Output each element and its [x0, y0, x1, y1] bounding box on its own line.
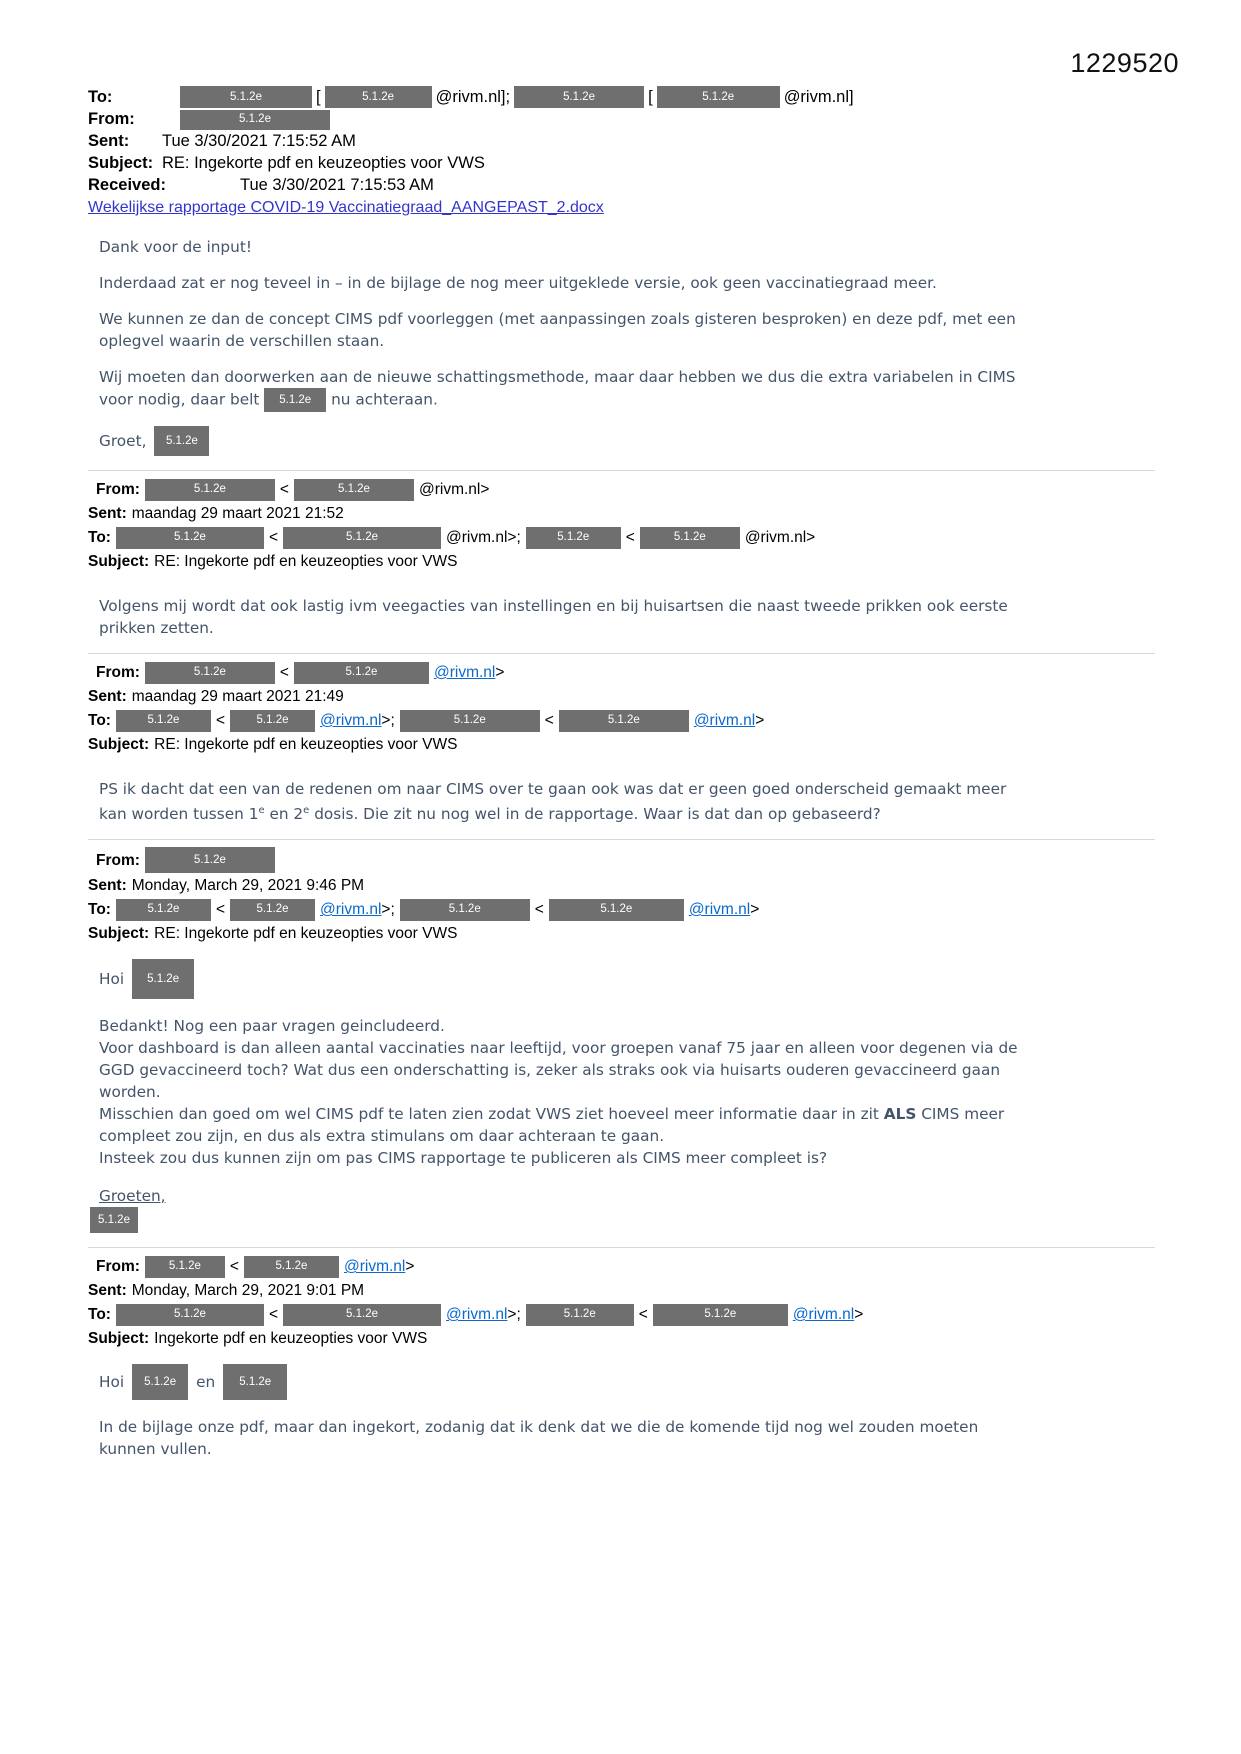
quoted-header-3 — [88, 847, 1163, 945]
redaction-box: 5.1.2e — [325, 86, 432, 108]
email-header — [88, 86, 1163, 218]
angle-bracket: < — [215, 901, 226, 919]
angle-bracket: < — [625, 529, 635, 546]
subject-value: RE: Ingekorte pdf en keuzeopties voor VWS — [154, 925, 458, 943]
greeting-row — [99, 959, 1024, 999]
redaction-box: 5.1.2e — [526, 1304, 634, 1326]
quoted-from-row — [96, 847, 1163, 873]
sent-label: Sent: — [88, 877, 127, 895]
angle-bracket: < — [268, 529, 279, 546]
subject-value: RE: Ingekorte pdf en keuzeopties voor VWS — [162, 154, 485, 172]
quoted-subject-row — [88, 733, 1163, 756]
paragraph: In de bijlage onze pdf, maar dan ingekort, zodanig dat ik denk dat we die de komende tijd nog wel zouden moeten kunnen vullen. — [99, 1418, 979, 1459]
quoted-body-2 — [99, 778, 1024, 825]
angle-bracket: >; — [381, 712, 395, 729]
quoted-header-1 — [88, 478, 1163, 573]
text-run: en 2 — [264, 805, 304, 824]
redaction-box: 5.1.2e — [653, 1304, 788, 1326]
header-from-row — [88, 109, 1163, 130]
paragraph: Volgens mij wordt dat ook lastig ivm veegacties van instellingen en bij huisartsen die naast tweede prikken ook eerste prikken zetten. — [99, 597, 1008, 637]
message-body-top — [99, 236, 1024, 456]
quoted-subject-row — [88, 550, 1163, 573]
rivm-link[interactable]: @rivm.nl — [792, 1306, 855, 1324]
redaction-box: 5.1.2e — [230, 710, 315, 732]
redaction-box: 5.1.2e — [400, 899, 530, 921]
angle-bracket: > — [495, 664, 505, 681]
rivm-link[interactable]: @rivm.nl — [446, 1306, 508, 1324]
angle-bracket: < — [279, 481, 289, 498]
redaction-box: 5.1.2e — [180, 86, 312, 108]
domain-text: @rivm.nl>; — [446, 529, 521, 546]
quoted-body-1 — [99, 595, 1024, 639]
redaction-box: 5.1.2e — [294, 479, 414, 501]
email-domain-link — [320, 709, 395, 732]
redaction-box: 5.1.2e — [514, 86, 644, 108]
angle-bracket: < — [544, 712, 554, 729]
subject-value: RE: Ingekorte pdf en keuzeopties voor VWS — [154, 736, 458, 753]
paragraph — [99, 1103, 1024, 1147]
text-run: dosis. Die zit nu nog wel in de rapportage. Waar is dat dan op gebaseerd? — [309, 805, 881, 824]
rivm-link[interactable]: @rivm.nl — [343, 1258, 406, 1276]
redaction-box: 5.1.2e — [283, 1304, 441, 1326]
quoted-body-4 — [99, 1364, 1024, 1460]
paragraph — [99, 778, 1024, 825]
domain-text: @rivm.nl> — [744, 529, 816, 546]
from-label: From: — [88, 110, 135, 128]
subject-label: Subject: — [88, 925, 150, 943]
domain-text: @rivm.nl> — [418, 481, 490, 498]
from-label: From: — [96, 664, 140, 681]
quoted-to-row — [88, 709, 1163, 732]
redaction-box: 5.1.2e — [154, 426, 209, 456]
redaction-box: 5.1.2e — [294, 662, 429, 684]
rivm-link[interactable]: @rivm.nl — [693, 712, 756, 729]
redaction-box: 5.1.2e — [116, 527, 264, 549]
signoff-text: Groet, — [99, 432, 147, 450]
header-sent-row — [88, 131, 1163, 152]
email-domain-link — [434, 661, 504, 684]
redaction-box: 5.1.2e — [657, 86, 780, 108]
redaction-box: 5.1.2e — [132, 959, 194, 999]
header-to-row — [88, 86, 1163, 108]
paragraph: Bedankt! Nog een paar vragen geincludeerd. — [99, 1017, 445, 1036]
angle-bracket: < — [279, 664, 289, 681]
quoted-to-row — [88, 1303, 1163, 1326]
sent-label: Sent: — [88, 688, 127, 705]
superscript: e — [303, 805, 310, 816]
quoted-from-row — [96, 661, 1163, 684]
text-run: Misschien dan goed om wel CIMS pdf te laten zien zodat VWS ziet hoeveel meer informatie daar in zit — [99, 1105, 879, 1124]
email-domain-link — [344, 1255, 414, 1278]
rivm-link[interactable]: @rivm.nl — [320, 901, 382, 919]
quoted-subject-row — [88, 922, 1163, 945]
quoted-body-3 — [99, 959, 1024, 1233]
angle-bracket: < — [534, 901, 544, 919]
email-domain-link — [694, 709, 764, 732]
from-label: From: — [96, 481, 140, 498]
sent-value: maandag 29 maart 2021 21:52 — [131, 505, 344, 522]
subject-label: Subject: — [88, 736, 150, 753]
subject-label: Subject: — [88, 1330, 150, 1348]
received-label: Received: — [88, 176, 166, 194]
rivm-link[interactable]: @rivm.nl — [688, 901, 751, 919]
greeting-row — [99, 1364, 1024, 1400]
domain-text: @rivm.nl] — [783, 87, 854, 106]
sent-value: Monday, March 29, 2021 9:46 PM — [131, 877, 365, 895]
sent-value: Monday, March 29, 2021 9:01 PM — [131, 1282, 365, 1300]
redaction-box: 5.1.2e — [230, 899, 315, 921]
greeting-text: Hoi — [99, 970, 125, 989]
superscript: e — [258, 805, 265, 816]
signoff-text: Groeten, — [99, 1187, 166, 1206]
paragraph: Voor dashboard is dan alleen aantal vaccinaties naar leeftijd, voor groepen vanaf 75 jaar en alleen voor degenen via de GGD gevaccineerd toch? Wat dus een onderschatting is, zeker als straks ook via huisarts ouderen gevaccineerd gaan worden. — [99, 1039, 1018, 1102]
sent-value: Tue 3/30/2021 7:15:52 AM — [162, 132, 356, 150]
subject-value: Ingekorte pdf en keuzeopties voor VWS — [154, 1330, 428, 1348]
angle-bracket: > — [405, 1258, 415, 1276]
greeting-text: Hoi — [99, 1373, 125, 1392]
separator — [88, 839, 1155, 840]
redaction-box: 5.1.2e — [559, 710, 689, 732]
subject-value: RE: Ingekorte pdf en keuzeopties voor VWS — [154, 553, 458, 570]
subject-label: Subject: — [88, 154, 154, 172]
redaction-box: 5.1.2e — [264, 388, 326, 412]
quoted-header-2 — [88, 661, 1163, 756]
paragraph: Inderdaad zat er nog teveel in – in de bijlage de nog meer uitgeklede versie, ook geen vaccinatiegraad meer. — [99, 274, 937, 292]
text-run: PS ik dacht dat een van de redenen om naar CIMS over te gaan ook was dat er geen goed onderscheid gemaakt meer kan worden tussen 1 — [99, 780, 1007, 824]
redaction-box: 5.1.2e — [90, 1207, 138, 1233]
redaction-box: 5.1.2e — [145, 847, 275, 873]
to-label: To: — [88, 87, 113, 106]
signoff-row — [99, 426, 1024, 456]
email-domain-link — [793, 1303, 863, 1326]
email-domain-link — [689, 898, 759, 921]
angle-bracket: > — [750, 901, 760, 919]
document-id: 1229520 — [1070, 48, 1179, 78]
angle-bracket: > — [854, 1306, 864, 1324]
sent-value: maandag 29 maart 2021 21:49 — [131, 688, 344, 705]
angle-bracket: < — [638, 1306, 648, 1324]
quoted-sent-row — [88, 1279, 1163, 1302]
angle-bracket: < — [215, 712, 226, 729]
rivm-link[interactable]: @rivm.nl — [320, 712, 382, 729]
paragraph: We kunnen ze dan de concept CIMS pdf voorleggen (met aanpassingen zoals gisteren besproken) en deze pdf, met een oplegvel waarin de verschillen staan. — [99, 310, 1016, 350]
angle-bracket: >; — [381, 901, 395, 919]
quoted-subject-row — [88, 1327, 1163, 1350]
redaction-box: 5.1.2e — [116, 710, 211, 732]
angle-bracket: > — [755, 712, 765, 729]
angle-bracket: < — [268, 1306, 279, 1324]
to-label: To: — [88, 529, 111, 546]
email-domain-link — [320, 898, 395, 921]
quoted-from-row — [96, 478, 1163, 501]
redaction-box: 5.1.2e — [132, 1364, 188, 1400]
redaction-box: 5.1.2e — [400, 710, 540, 732]
quoted-sent-row — [88, 874, 1163, 897]
email-domain-link — [446, 1303, 521, 1326]
redaction-box: 5.1.2e — [640, 527, 740, 549]
text-run: CIMS meer compleet zou zijn, en dus als extra stimulans om daar achteraan te gaan. — [99, 1105, 1005, 1146]
paragraph — [99, 366, 1024, 412]
from-label: From: — [96, 1258, 140, 1276]
angle-bracket: >; — [507, 1306, 521, 1324]
header-received-row — [88, 175, 1163, 196]
to-label: To: — [88, 1306, 111, 1324]
quoted-from-row — [96, 1255, 1163, 1278]
to-label: To: — [88, 712, 111, 729]
text-run: Wij moeten dan doorwerken aan de nieuwe schattingsmethode, maar daar hebben we dus die extra variabelen in CIMS voor nodig, daar belt — [99, 368, 1016, 409]
header-subject-row — [88, 153, 1163, 174]
paragraph: Dank voor de input! — [99, 238, 252, 256]
from-label: From: — [96, 851, 140, 869]
angle-bracket: < — [229, 1258, 239, 1276]
separator — [88, 1247, 1155, 1248]
sent-label: Sent: — [88, 132, 130, 150]
quoted-to-row — [88, 898, 1163, 921]
redaction-box: 5.1.2e — [549, 899, 684, 921]
redaction-box: 5.1.2e — [526, 527, 621, 549]
text-run: nu achteraan. — [331, 390, 438, 409]
to-value — [180, 86, 854, 108]
redaction-box: 5.1.2e — [145, 479, 275, 501]
bracket: [ — [648, 87, 653, 106]
redaction-box: 5.1.2e — [116, 1304, 264, 1326]
rivm-link[interactable]: @rivm.nl — [433, 664, 496, 681]
redaction-box: 5.1.2e — [244, 1256, 339, 1278]
domain-text: @rivm.nl]; — [435, 87, 511, 106]
greeting-text: en — [196, 1373, 216, 1392]
redaction-box: 5.1.2e — [145, 662, 275, 684]
attachment-link[interactable]: Wekelijkse rapportage COVID-19 Vaccinatiegraad_AANGEPAST_2.docx — [88, 199, 604, 216]
attachment-row — [88, 197, 1163, 218]
redaction-box: 5.1.2e — [116, 899, 211, 921]
signoff-row — [99, 1185, 1024, 1233]
sent-label: Sent: — [88, 1282, 127, 1300]
bold-text: ALS — [883, 1105, 917, 1124]
separator — [88, 653, 1155, 654]
to-label: To: — [88, 901, 111, 919]
quoted-sent-row — [88, 685, 1163, 708]
sent-label: Sent: — [88, 505, 127, 522]
quoted-header-4 — [88, 1255, 1163, 1350]
redaction-box: 5.1.2e — [283, 527, 441, 549]
from-value — [180, 110, 330, 130]
subject-label: Subject: — [88, 553, 150, 570]
email-document — [88, 86, 1163, 1460]
redaction-box: 5.1.2e — [145, 1256, 225, 1278]
redaction-box: 5.1.2e — [223, 1364, 287, 1400]
separator — [88, 470, 1155, 471]
bracket: [ — [316, 87, 321, 106]
quoted-sent-row — [88, 502, 1163, 525]
quoted-to-row — [88, 526, 1163, 549]
redaction-box: 5.1.2e — [180, 110, 330, 130]
paragraph: Insteek zou dus kunnen zijn om pas CIMS rapportage te publiceren als CIMS meer compleet is? — [99, 1149, 828, 1168]
received-value: Tue 3/30/2021 7:15:53 AM — [240, 176, 434, 194]
